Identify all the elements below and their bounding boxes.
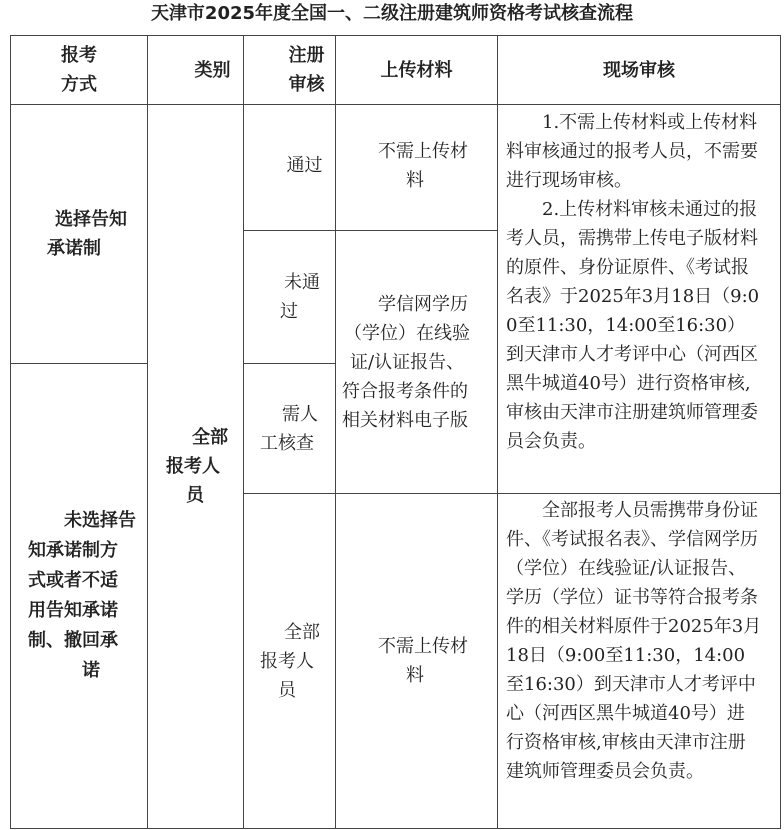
method-no-promise-line: 未选择告 bbox=[64, 510, 136, 531]
header-upload-label: 上传材料 bbox=[380, 59, 453, 81]
upload-none-2-line: 不需上传材 bbox=[378, 636, 468, 657]
header-onsite bbox=[498, 36, 780, 104]
method-no-promise-line: 式或者不适 bbox=[28, 570, 118, 591]
header-method-line: 报考 bbox=[61, 45, 97, 66]
onsite-paragraph-3: 全部报考人员需携带身份证件、《考试报名表》、学信网学历（学位）在线验证/认证报告、学历（学位）证书等符合报考条件的相关材料原件于2025年3月18日（9:00至11:30，14:00至16:30）到天津市人才考评中心（河西区黑牛城道40号）进行资格审核,审核由天津市注册建筑师管理委员会负责。 bbox=[506, 500, 762, 782]
category-line: 报考人 bbox=[166, 456, 220, 477]
header-onsite-label: 现场审核 bbox=[603, 59, 675, 81]
method-promise bbox=[11, 105, 147, 363]
method-no-promise-line: 诺 bbox=[82, 660, 100, 681]
table-border-right bbox=[780, 35, 781, 829]
header-method bbox=[11, 36, 147, 104]
table-border-bottom bbox=[10, 828, 780, 829]
header-category bbox=[148, 36, 243, 104]
upload-materials-line: 符合报考条件的 bbox=[342, 380, 468, 402]
category-line: 全部 bbox=[192, 427, 228, 448]
registration-manual bbox=[244, 364, 335, 493]
registration-all bbox=[244, 494, 335, 828]
onsite-review-2 bbox=[498, 494, 780, 828]
onsite-review-1 bbox=[498, 105, 780, 493]
category-line: 员 bbox=[186, 485, 204, 506]
upload-none-1-line: 不需上传材 bbox=[378, 140, 468, 162]
registration-fail bbox=[244, 231, 335, 363]
upload-none-2-line: 料 bbox=[406, 665, 424, 686]
upload-none-1-line: 料 bbox=[406, 169, 424, 191]
upload-materials-line: （学位）在线验 bbox=[344, 322, 470, 344]
registration-manual-line: 工核查 bbox=[260, 432, 314, 454]
method-no-promise-line: 知承诺制方 bbox=[28, 540, 118, 561]
registration-all-line: 报考人 bbox=[260, 650, 314, 672]
header-registration-line: 审核 bbox=[288, 74, 325, 95]
registration-all-line: 员 bbox=[278, 679, 296, 701]
header-registration bbox=[244, 36, 335, 104]
upload-materials-line: 证/认证报告、 bbox=[350, 351, 465, 373]
upload-materials-line: 相关材料电子版 bbox=[342, 409, 468, 431]
upload-materials bbox=[336, 231, 497, 493]
header-upload bbox=[336, 36, 497, 104]
registration-all-line: 全部 bbox=[284, 621, 320, 643]
method-no-promise-line: 制、撤回承 bbox=[28, 630, 118, 651]
page-title: 天津市2025年度全国一、二级注册建筑师资格考试核查流程 bbox=[150, 3, 634, 24]
header-registration-line: 注册 bbox=[288, 45, 325, 66]
category-all bbox=[148, 105, 243, 828]
registration-pass bbox=[244, 105, 335, 230]
header-method-line: 方式 bbox=[61, 74, 97, 95]
registration-pass-label: 通过 bbox=[286, 155, 323, 176]
onsite-paragraph-1: 1.不需上传材料或上传材料料审核通过的报考人员，不需要进行现场审核。 bbox=[506, 112, 758, 191]
upload-materials-line: 学信网学历 bbox=[378, 293, 468, 315]
registration-manual-line: 需人 bbox=[282, 403, 318, 425]
upload-none-1 bbox=[336, 105, 497, 230]
method-promise-line: 选择告知 bbox=[55, 209, 127, 230]
registration-fail-line: 未通 bbox=[284, 272, 320, 293]
registration-fail-line: 过 bbox=[280, 301, 298, 322]
header-category-label: 类别 bbox=[194, 59, 231, 81]
method-promise-line: 承诺制 bbox=[47, 238, 101, 259]
method-no-promise bbox=[11, 364, 147, 828]
upload-none-2 bbox=[336, 494, 497, 828]
method-no-promise-line: 用告知承诺 bbox=[28, 600, 118, 621]
onsite-paragraph-2: 2.上传材料审核未通过的报考人员，需携带上传电子版材料的原件、身份证原件、《考试报名表》于2025年3月18日（9:00至11:30，14:00至16:30）到天津市人才考评中心（河西区黑牛城道40号）进行资格审核,审核由天津市注册建筑师管理委员会负责。 bbox=[506, 199, 760, 452]
